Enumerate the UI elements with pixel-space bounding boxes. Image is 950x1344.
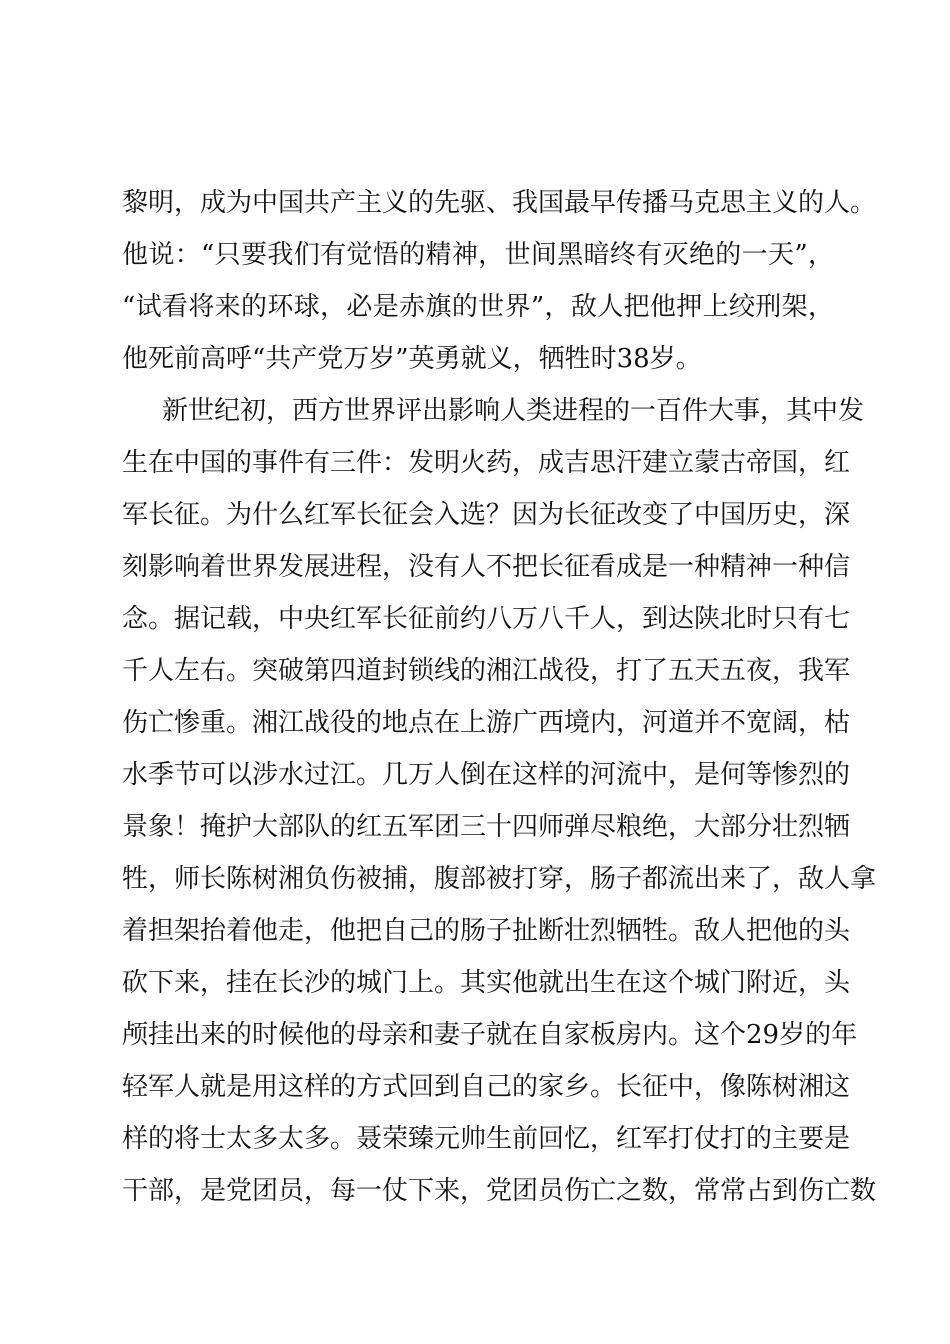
paragraph-2-line-8: 水季节可以涉水过江。几万人倒在这样的河流中，是何等惨烈的 — [122, 760, 851, 790]
paragraph-2-line-1: 新世纪初，西方世界评出影响人类进程的一百件大事，其中发 — [162, 396, 865, 426]
paragraph-1-line-1: 黎明，成为中国共产主义的先驱、我国最早传播马克思主义的人。 — [122, 188, 877, 218]
paragraph-1-line-2: 他说：“只要我们有觉悟的精神，世间黑暗终有灭绝的一天”， — [122, 240, 834, 270]
paragraph-2-line-15: 样的将士太多太多。聂荣臻元帅生前回忆，红军打仗打的主要是 — [122, 1124, 851, 1154]
paragraph-2-line-2: 生在中国的事件有三件：发明火药，成吉思汗建立蒙古帝国，红 — [122, 448, 851, 478]
paragraph-1-line-4: 他死前高呼“共产党万岁”英勇就义，牺牲时38岁。 — [122, 344, 702, 374]
paragraph-2-line-10: 牲，师长陈树湘负伤被捕，腹部被打穿，肠子都流出来了，敌人拿 — [122, 864, 877, 894]
paragraph-2-line-6: 千人左右。突破第四道封锁线的湘江战役，打了五天五夜，我军 — [122, 656, 851, 686]
paragraph-1-line-3: “试看将来的环球，必是赤旗的世界”，敌人把他押上绞刑架， — [122, 292, 834, 322]
paragraph-2-line-3: 军长征。为什么红军长征会入选？因为长征改变了中国历史，深 — [122, 500, 851, 530]
paragraph-2-line-16: 干部，是党团员，每一仗下来，党团员伤亡之数，常常占到伤亡数 — [122, 1176, 877, 1206]
paragraph-2-line-13: 颅挂出来的时候他的母亲和妻子就在自家板房内。这个29岁的年 — [122, 1020, 858, 1050]
paragraph-2-line-7: 伤亡惨重。湘江战役的地点在上游广西境内，河道并不宽阔，枯 — [122, 708, 851, 738]
paragraph-2-line-5: 念。据记载，中央红军长征前约八万八千人，到达陕北时只有七 — [122, 604, 851, 634]
paragraph-2-line-12: 砍下来，挂在长沙的城门上。其实他就出生在这个城门附近，头 — [122, 968, 851, 998]
paragraph-2-line-11: 着担架抬着他走，他把自己的肠子扯断壮烈牺牲。敌人把他的头 — [122, 916, 851, 946]
paragraph-2-line-14: 轻军人就是用这样的方式回到自己的家乡。长征中，像陈树湘这 — [122, 1072, 851, 1102]
paragraph-2-line-4: 刻影响着世界发展进程，没有人不把长征看成是一种精神一种信 — [122, 552, 851, 582]
paragraph-2-line-9: 景象！掩护大部队的红五军团三十四师弹尽粮绝，大部分壮烈牺 — [122, 812, 851, 842]
